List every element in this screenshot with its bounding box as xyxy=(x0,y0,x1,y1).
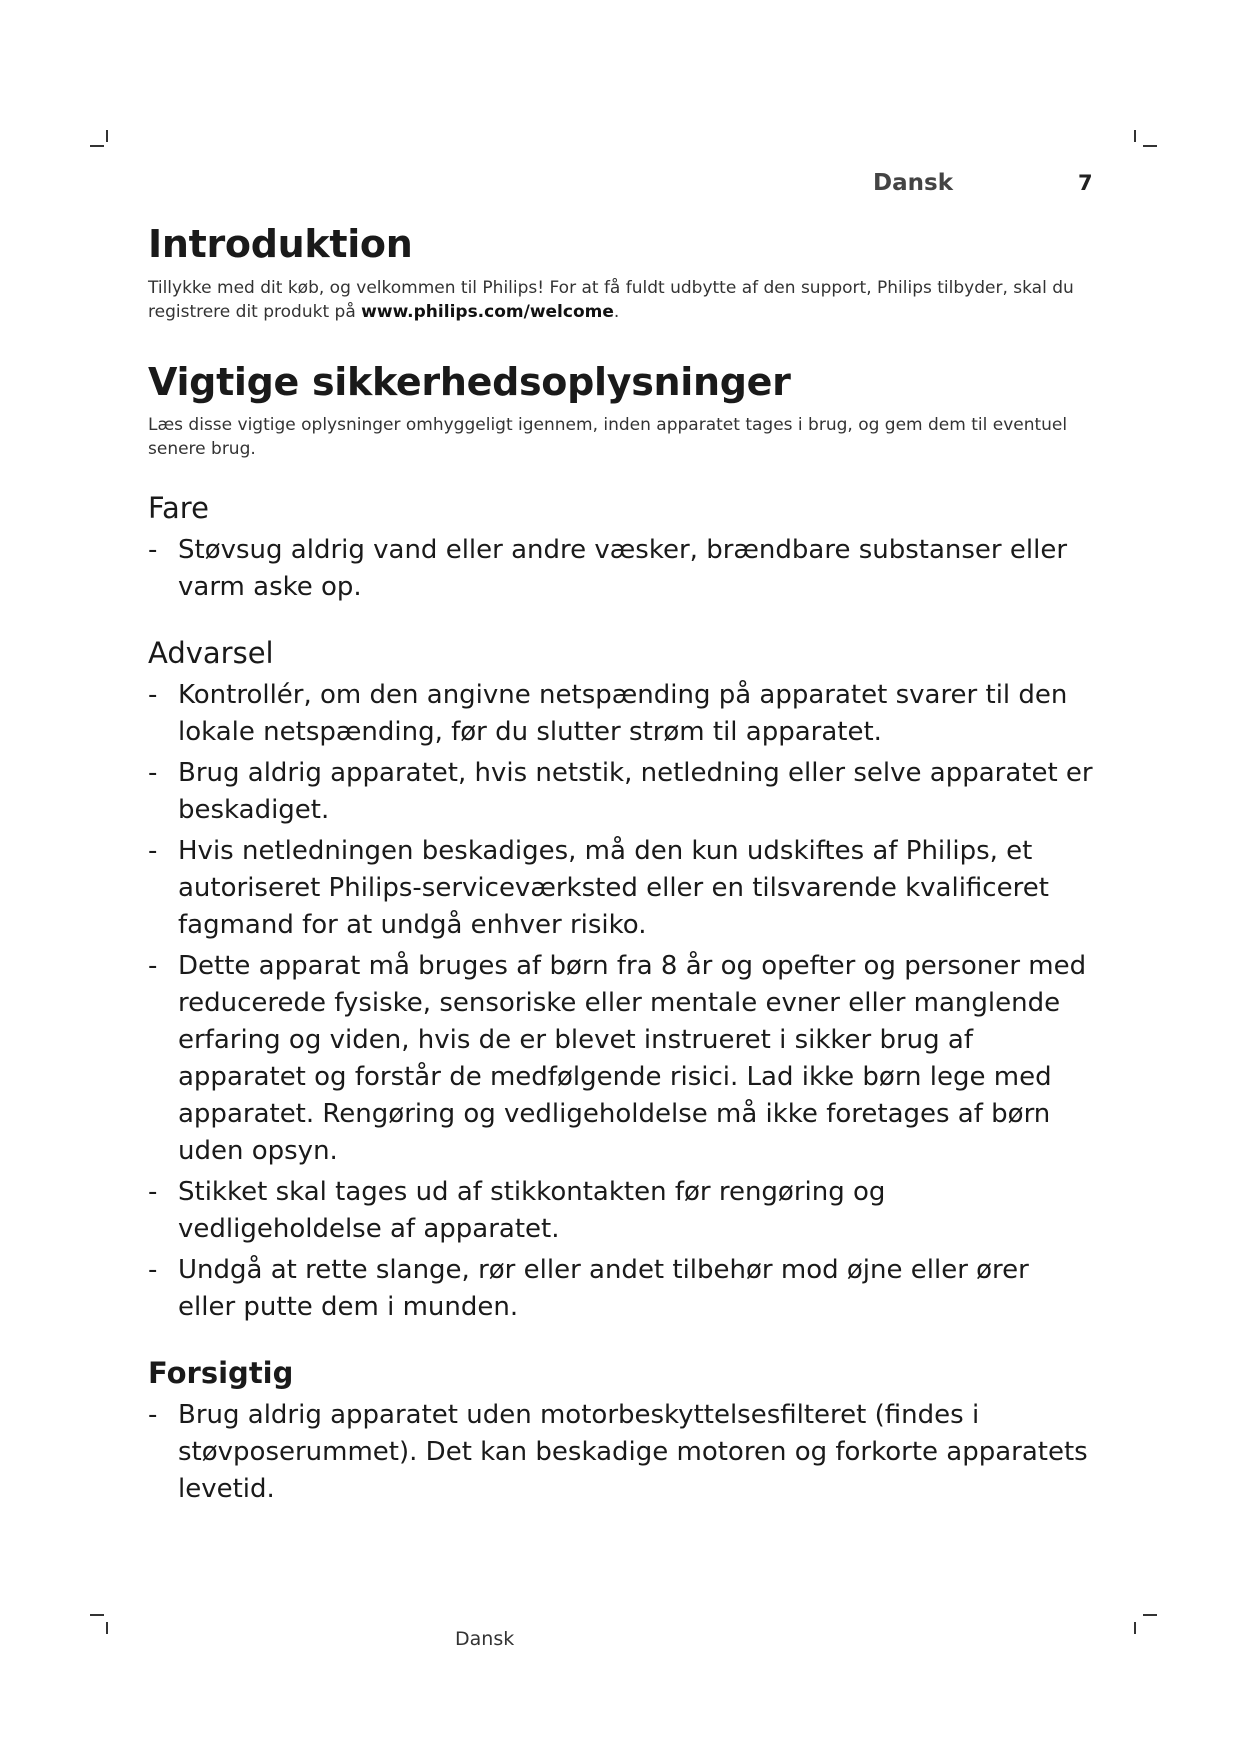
list-dash: - xyxy=(148,679,158,710)
page-number: 7 xyxy=(1078,171,1093,195)
advarsel-list xyxy=(148,677,1094,1326)
fare-heading: Fare xyxy=(148,491,209,526)
crop-mark-bottom-right-v xyxy=(1134,1622,1136,1634)
safety-heading: Vigtige sikkerhedsoplysninger xyxy=(148,359,791,404)
page-content xyxy=(148,222,1094,1512)
list-item xyxy=(148,833,1094,944)
safety-paragraph: Læs disse vigtige oplysninger omhyggeligt igennem, inden apparatet tages i brug, og gem dem til eventuel senere brug. xyxy=(148,415,1068,460)
list-dash: - xyxy=(148,1176,158,1207)
crop-mark-top-right-v xyxy=(1134,130,1136,142)
intro-text: Tillykke med dit køb, og velkommen til Philips! For at få fuldt udbytte af den support, Philips tilbyder, skal du registrere dit produkt på xyxy=(148,277,1074,322)
list-dash: - xyxy=(148,1254,158,1285)
list-item xyxy=(148,532,1094,606)
list-item xyxy=(148,677,1094,751)
list-dash: - xyxy=(148,950,158,981)
list-item-text: Brug aldrig apparatet, hvis netstik, netledning eller selve apparatet er beskadiget. xyxy=(178,757,1093,825)
register-link[interactable]: www.philips.com/welcome xyxy=(361,301,614,322)
crop-mark-bottom-left-v xyxy=(106,1622,108,1634)
list-item-text: Brug aldrig apparatet uden motorbeskyttelsesfilteret (findes i støvposerummet). Det kan beskadige motoren og forkorte apparatets levetid. xyxy=(178,1399,1088,1504)
list-item-text: Stikket skal tages ud af stikkontakten før rengøring og vedligeholdelse af apparatet. xyxy=(178,1176,886,1244)
list-dash: - xyxy=(148,1399,158,1430)
list-dash: - xyxy=(148,757,158,788)
intro-heading: Introduktion xyxy=(148,222,413,266)
list-item xyxy=(148,1252,1094,1326)
crop-mark-top-left-h xyxy=(90,145,104,147)
footer-language: Dansk xyxy=(455,1628,515,1650)
forsigtig-list xyxy=(148,1397,1094,1508)
intro-paragraph xyxy=(148,276,1094,324)
forsigtig-heading: Forsigtig xyxy=(148,1355,294,1390)
fare-list xyxy=(148,532,1094,606)
crop-mark-top-left-v xyxy=(106,130,108,142)
list-dash: - xyxy=(148,534,158,565)
crop-mark-bottom-right-h xyxy=(1143,1614,1157,1616)
list-item xyxy=(148,948,1094,1170)
advarsel-heading: Advarsel xyxy=(148,635,274,670)
crop-mark-bottom-left-h xyxy=(90,1614,104,1616)
list-item-text: Støvsug aldrig vand eller andre væsker, brændbare substanser eller varm aske op. xyxy=(178,534,1068,602)
header-language: Dansk xyxy=(873,170,953,196)
list-item-text: Kontrollér, om den angivne netspænding på apparatet svarer til den lokale netspænding, før du slutter strøm til apparatet. xyxy=(178,679,1068,747)
list-item xyxy=(148,755,1094,829)
list-item xyxy=(148,1174,1094,1248)
list-item-text: Hvis netledningen beskadiges, må den kun udskiftes af Philips, et autoriseret Philips-serviceværksted eller en tilsvarende kvalificeret fagmand for at undgå enhver risiko. xyxy=(178,835,1049,940)
list-dash: - xyxy=(148,835,158,866)
list-item-text: Dette apparat må bruges af børn fra 8 år og opefter og personer med reducerede fysiske, sensoriske eller mentale evner eller manglende erfaring og viden, hvis de er blevet instrueret i sikker brug af apparatet og forstår de medfølgende risici. Lad ikke børn lege med apparatet. Rengøring og vedligeholdelse må ikke foretages af børn uden opsyn. xyxy=(178,950,1087,1166)
list-item xyxy=(148,1397,1094,1508)
intro-text-end: . xyxy=(613,301,620,322)
list-item-text: Undgå at rette slange, rør eller andet tilbehør mod øjne eller ører eller putte dem i munden. xyxy=(178,1254,1029,1322)
crop-mark-top-right-h xyxy=(1143,145,1157,147)
